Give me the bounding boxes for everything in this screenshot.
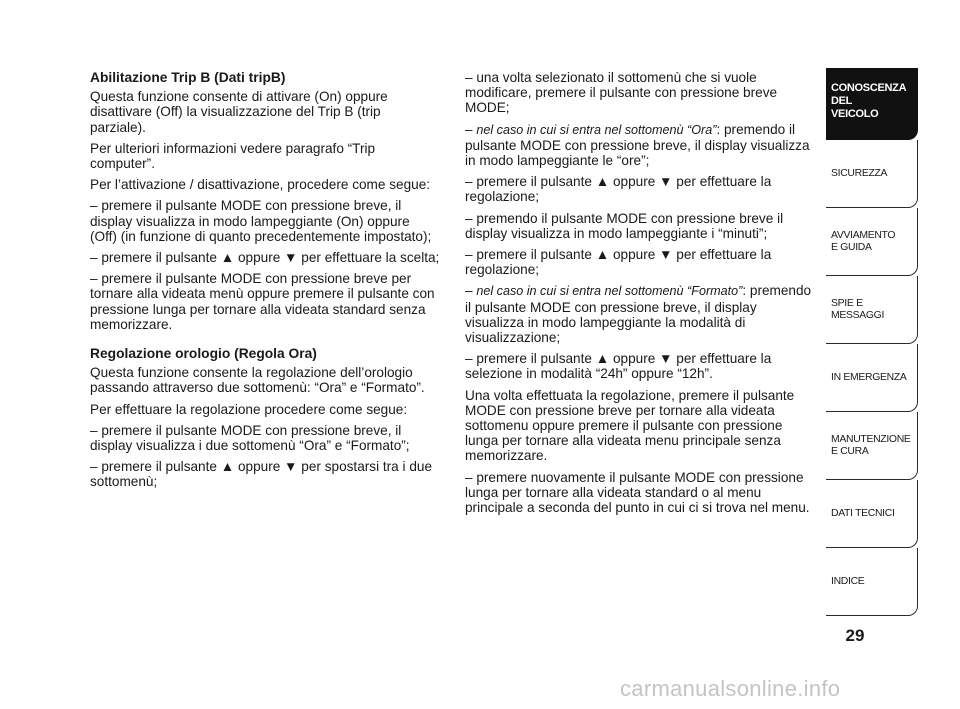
watermark: carmanualsonline.info (620, 676, 841, 701)
paragraph: Questa funzione consente di attivare (On) oppure disattivare (Off) la visualizzazione del Trip B (trip parziale). (90, 89, 388, 135)
paragraph: – premere il pulsante ▲ oppure ▼ per effettuare la scelta; (90, 250, 440, 266)
chapter-sidebar (826, 68, 918, 616)
paragraph: Per effettuare la regolazione procedere come segue: (90, 401, 408, 417)
tab-in-emergenza[interactable]: IN EMERGENZA (826, 344, 918, 412)
paragraph: – premere il pulsante MODE con pressione breve per tornare alla videata menù oppure premere il pulsante con pressione lunga per tornare alla videata standard senza memorizzare. (90, 271, 435, 332)
right-column (465, 70, 817, 521)
paragraph: – premere nuovamente il pulsante MODE con pressione lunga per tornare alla videata standard o al menu principale a seconda del punto in cui ci si trova nel menu. (465, 469, 810, 516)
paragraph: Per l’attivazione / disattivazione, procedere come segue: (90, 177, 431, 193)
paragraph: – una volta selezionato il sottomenù che si vuole modificare, premere il pulsante con pressione breve MODE; (465, 70, 778, 116)
italic-phrase: nel caso in cui si entra nel sottomenù “Formato” (476, 284, 743, 299)
tab-avviamento-e-guida[interactable]: AVVIAMENTO E GUIDA (826, 208, 918, 276)
paragraph: – premere il pulsante ▲ oppure ▼ per effettuare la regolazione; (465, 247, 772, 278)
paragraph: – premere il pulsante ▲ oppure ▼ per spostarsi tra i due sottomenù; (90, 459, 433, 490)
dash: – (465, 283, 477, 299)
paragraph: Una volta effettuata la regolazione, premere il pulsante MODE con pressione breve per tornare alla videata sottomenu oppure premere il pulsante con pressione lunga per tornare alla videata menu principale senza memorizzare. (465, 387, 795, 464)
paragraph: – premere il pulsante MODE con pressione breve, il display visualizza i due sottomenù “Ora” e “Formato”; (90, 422, 410, 454)
left-column (90, 70, 440, 496)
italic-phrase: nel caso in cui si entra nel sottomenù “Ora” (476, 122, 717, 137)
paragraph: – premere il pulsante MODE con pressione breve, il display visualizza in modo lampeggiante (On) oppure (Off) (in funzione di quanto precedentemente impostato); (90, 198, 432, 244)
page-number: 29 (845, 626, 865, 645)
paragraph-rest: : premendo il pulsante MODE con pressione breve, il display visualizza in modo lampeggiante le “ore”; (465, 121, 810, 169)
paragraph: Questa funzione consente la regolazione dell’orologio passando attraverso due sottomenù: “Ora” e “Formato”. (90, 365, 425, 396)
tab-spie-e-messaggi[interactable]: SPIE E MESSAGGI (826, 276, 918, 344)
tab-conoscenza-del-veicolo[interactable]: CONOSCENZA DEL VEICOLO (826, 68, 918, 140)
dash: – (465, 121, 477, 137)
tab-manutenzione-e-cura[interactable]: MANUTENZIONE E CURA (826, 412, 918, 480)
paragraph: – premendo il pulsante MODE con pressione breve il display visualizza in modo lampeggiante i “minuti”; (465, 210, 784, 241)
paragraph: – premere il pulsante ▲ oppure ▼ per effettuare la regolazione; (465, 174, 772, 205)
tab-sicurezza[interactable]: SICUREZZA (826, 140, 918, 208)
paragraph (465, 283, 817, 345)
tab-dati-tecnici[interactable]: DATI TECNICI (826, 480, 918, 548)
paragraph: Per ulteriori informazioni vedere paragrafo “Trip computer”. (90, 140, 376, 172)
section-heading-trip-b: Abilitazione Trip B (Dati tripB) (90, 70, 286, 85)
paragraph-rest: : premendo il pulsante MODE con pressione breve, il display visualizza in modo lampeggiante la modalità di visualizzazione; (465, 283, 812, 346)
paragraph (465, 122, 817, 169)
section-heading-clock: Regolazione orologio (Regola Ora) (90, 346, 317, 362)
paragraph: – premere il pulsante ▲ oppure ▼ per effettuare la selezione in modalità “24h” oppure “12h”. (465, 351, 772, 382)
tab-indice[interactable]: INDICE (826, 548, 918, 616)
